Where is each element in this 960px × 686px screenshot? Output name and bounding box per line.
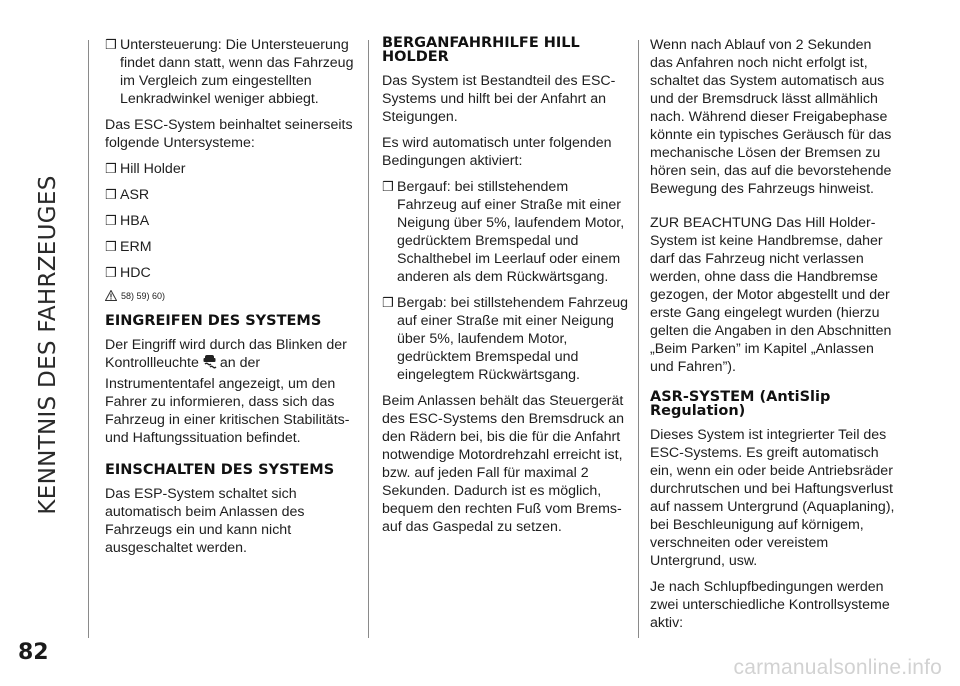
page-number: 82 [18,640,49,665]
hill-holder-intro: Das System ist Bestandteil des ESC-Systems und hilft bei der Anfahrt an Steigungen. [382,73,616,125]
column-divider-middle [368,40,369,638]
column-divider-left [88,40,89,638]
heading-intervention: EINGREIFEN DES SYSTEMS [105,313,322,329]
hill-holder-start: Beim Anlassen behält das Steuergerät des ESC-Systems den Bremsdruck an den Rädern bei, bis die für die Anfahrt notwendige Motordrehzahl erreicht ist, bzw. auf jeden Fall für maximal 2 Sekunden. Dadurch ist es möglich, bequem den rechten Fuß vom Brems- auf das Gaspedal zu setzen. [382,393,625,535]
checkbox-bullet-icon: ❒ [105,265,117,280]
column-2 [382,36,630,544]
column-1 [105,36,358,565]
column-3 [650,36,898,640]
release-text: Wenn nach Ablauf von 2 Sekunden das Anfahren noch nicht erfolgt ist, schaltet das System automatisch aus und der Bremsdruck lässt allmählich nach. Während dieser Freigabephase könnte ein typisches Geräusch für das mechanische Lösen der Bremsen zu hören sein, das auf die bevorstehende Bewegung des Fahrzeugs hinweist. [650,37,892,197]
bullet-downhill: ❒ Bergab: bei stillstehendem Fahrzeug auf einer Straße mit einer Neigung über 5%, laufendem Motor, gedrücktem Bremspedal und eingelegtem Rückwärtsgang. [382,295,629,383]
checkbox-bullet-icon: ❒ [105,213,117,228]
warning-references: 58) 59) 60) [105,290,358,304]
asr-modes: Je nach Schlupfbedingungen werden zwei unterschiedliche Kontrollsysteme aktiv: [650,579,890,631]
subsystems-intro: Das ESC-System beinhaltet seinerseits folgende Untersysteme: [105,117,353,151]
column-divider-right [638,40,639,638]
checkbox-bullet-icon: ❒ [382,295,394,310]
checkbox-bullet-icon: ❒ [105,187,117,202]
hill-holder-conditions: Es wird automatisch unter folgenden Bedingungen aktiviert: [382,135,612,169]
heading-asr: ASR-SYSTEM (AntiSlip Regulation) [650,389,831,419]
watermark: carmanualsonline.info [733,656,942,679]
warning-triangle-icon [105,290,117,304]
esc-skid-car-icon [202,354,217,375]
activation-text: Das ESP-System schaltet sich automatisch beim Anlassen des Fahrzeugs ein und kann nicht ausgeschaltet werden. [105,486,305,556]
list-item: ❒ HBA [105,213,150,229]
asr-text: Dieses System ist integrierter Teil des ESC-Systems. Es greift automatisch ein, wenn ein oder beide Antriebsräder durchrutschen und bei Haftungsverlust auf nassem Untergrund (Aquaplaning), bei Beschleunigung auf körnigem, verschneiten oder vereistem Untergrund, usw. [650,427,895,569]
checkbox-bullet-icon: ❒ [105,37,117,52]
intervention-text: Der Eingriff wird durch das Blinken der Kontrollleuchte an der Instrumententafel angezeigt, um den Fahrer zu informieren, dass sich das Fahrzeug in einer kritischen Stabilitäts- und Haftungssituation befindet. [105,337,350,446]
checkbox-bullet-icon: ❒ [105,239,117,254]
heading-activation: EINSCHALTEN DES SYSTEMS [105,462,335,478]
bullet-uphill: ❒ Bergauf: bei stillstehendem Fahrzeug auf einer Straße mit einer Neigung über 5%, laufendem Motor, gedrücktem Bremspedal und Schalthebel im Leerlauf oder einem anderen als dem Rückwärtsgang. [382,179,625,285]
list-item: ❒ HDC [105,265,151,281]
list-item: ❒ ERM [105,239,152,255]
bullet-understeer: ❒ Untersteuerung: Die Untersteuerung findet dann statt, wenn das Fahrzeug im Vergleich zum eingestellten Lenkradwinkel weniger abbiegt. [105,37,354,107]
checkbox-bullet-icon: ❒ [382,179,394,194]
checkbox-bullet-icon: ❒ [105,161,117,176]
heading-hill-holder: BERGANFAHRHILFE HILL HOLDER [382,35,580,65]
note-text: ZUR BEACHTUNG Das Hill Holder-System ist keine Handbremse, daher darf das Fahrzeug nicht verlassen werden, ohne dass die Handbremse gezogen, der Motor abgestellt und der erste Gang eingelegt wurden (hierzu gelten die Angaben in den Abschnitten „Beim Parken” im Kapitel „Anlassen und Fahren”). [650,215,892,375]
list-item: ❒ Hill Holder [105,161,186,177]
list-item: ❒ ASR [105,187,150,203]
chapter-side-title: KENNTNIS DES FAHRZEUGES [35,175,61,515]
